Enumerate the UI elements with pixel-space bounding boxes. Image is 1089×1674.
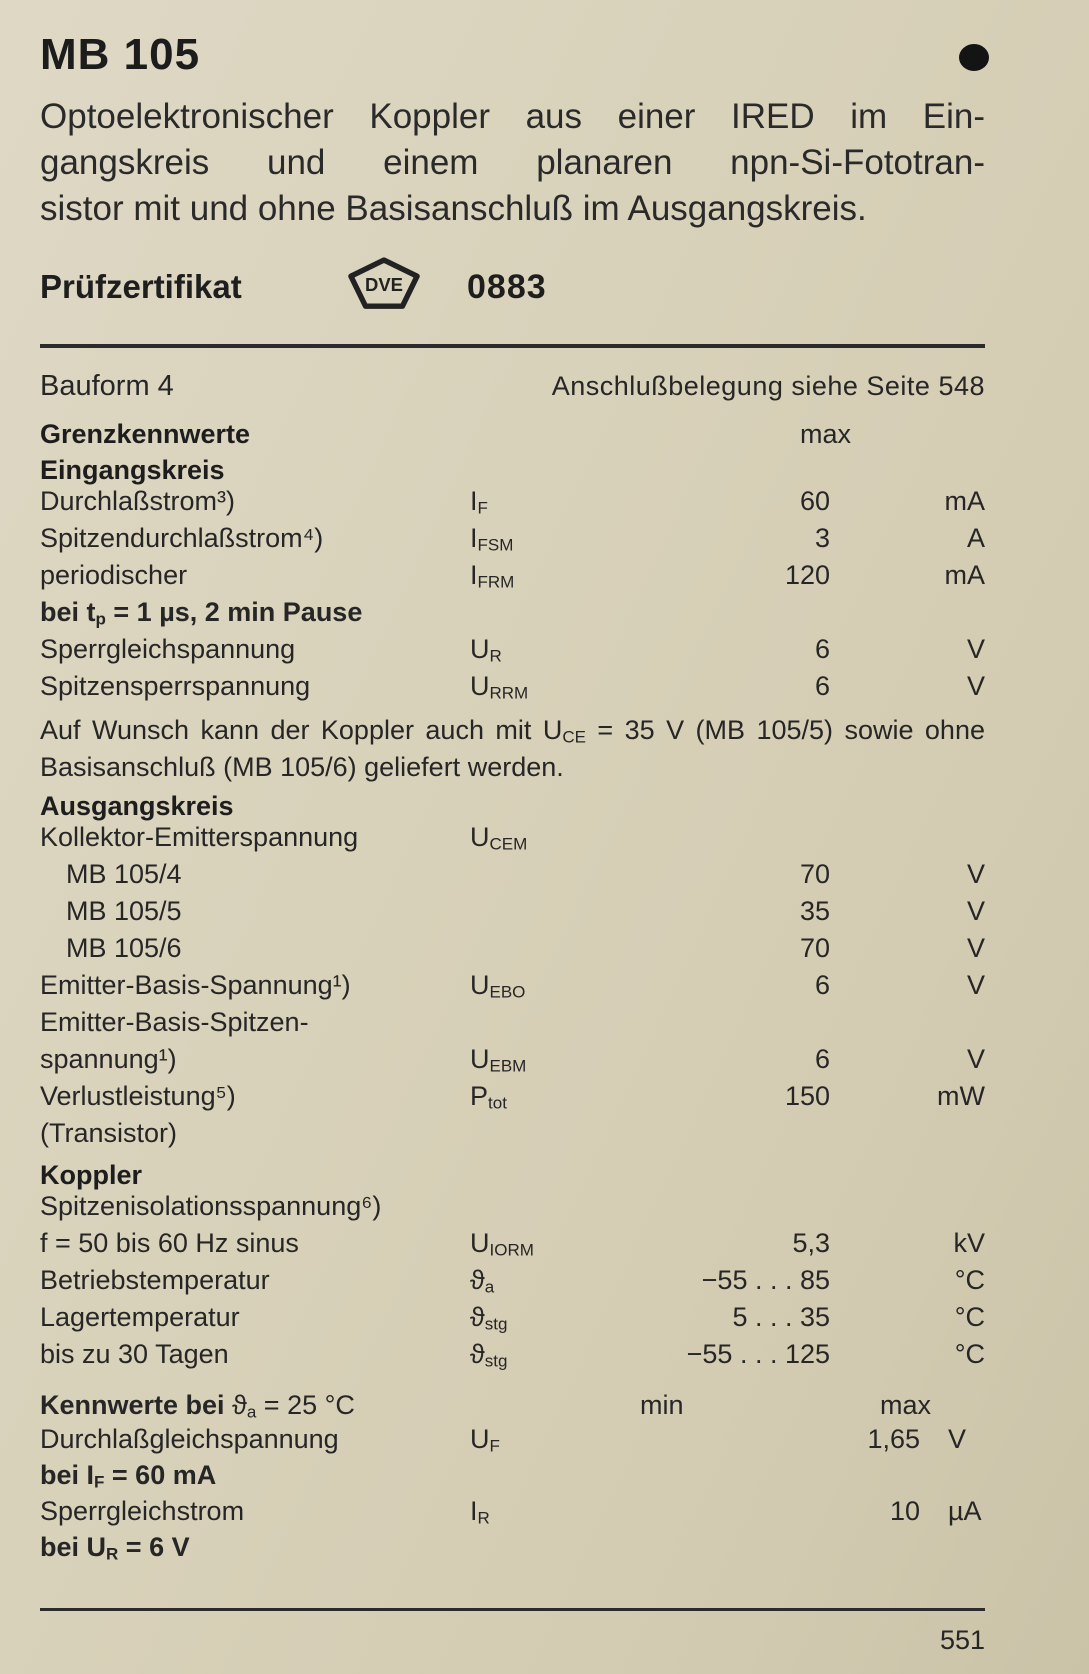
certificate-label: Prüfzertifikat (40, 268, 242, 305)
label-text: bei I (40, 1460, 95, 1490)
row-value: 35 (799, 896, 830, 926)
limits-title: Grenzkennwerte (40, 419, 251, 449)
symbol-subscript: stg (484, 1314, 508, 1334)
corner-dot (959, 44, 989, 71)
row-max-value: 10 (889, 1496, 920, 1526)
row-max-value: 1,65 (867, 1424, 920, 1454)
table-row (40, 1118, 985, 1155)
table-row (40, 1302, 985, 1339)
symbol-subscript: R (489, 646, 502, 666)
description-line: gangskreis und einem planaren npn-Si-Fototran- (40, 143, 985, 182)
row-label: f = 50 bis 60 Hz sinus (40, 1228, 299, 1258)
row-label: Betriebstemperatur (40, 1265, 270, 1295)
symbol (470, 1424, 640, 1455)
coupler-title: Koppler (40, 1159, 143, 1190)
label-text: = 60 mA (104, 1460, 217, 1490)
row-unit: V (966, 859, 985, 889)
symbol (470, 1302, 640, 1333)
row-label: MB 105/6 (66, 933, 182, 963)
table-row (40, 1044, 985, 1081)
input-circuit-title: Eingangskreis (40, 454, 225, 485)
symbol (470, 523, 640, 554)
note-text: = 35 V (MB 105/5) sowie ohne Basisanschluß (MB 105/6) geliefert werden. (40, 715, 985, 782)
symbol-base: U (470, 1228, 490, 1258)
row-value: 5,3 (792, 1228, 830, 1258)
symbol (470, 1339, 640, 1370)
row-label: Emitter-Basis-Spannung¹) (40, 970, 351, 1000)
table-row (40, 1081, 985, 1118)
symbol-base: I (470, 486, 478, 516)
symbol-base: ϑ (470, 1302, 485, 1332)
table-row (40, 1339, 985, 1376)
symbol-base: ϑ (470, 1265, 485, 1295)
row-unit: A (966, 523, 985, 553)
table-row (40, 597, 985, 634)
row-label: Sperrgleichspannung (40, 634, 296, 664)
row-label: Kollektor-Emitterspannung (40, 822, 359, 852)
symbol-subscript: EBM (489, 1056, 527, 1076)
row-value: −55 . . . 125 (686, 1339, 830, 1369)
symbol-base: U (470, 1424, 490, 1454)
bauform-label: Bauform 4 (40, 370, 174, 402)
table-row (40, 1424, 985, 1460)
row-label: bis zu 30 Tagen (40, 1339, 229, 1369)
symbol (470, 970, 640, 1001)
symbol-base: U (470, 634, 490, 664)
table-row (40, 933, 985, 970)
table-row (40, 1460, 985, 1496)
symbol-base: ϑ (470, 1339, 485, 1369)
row-unit: kV (953, 1228, 985, 1258)
row-label: Emitter-Basis-Spitzen- (40, 1007, 309, 1037)
row-label: Verlustleistung⁵) (40, 1081, 236, 1111)
row-value: −55 . . . 85 (701, 1265, 830, 1295)
label-text: bei t (40, 597, 96, 627)
characteristics-header (40, 1390, 985, 1424)
row-label: Durchlaßstrom³) (40, 486, 236, 516)
symbol (470, 671, 640, 702)
row-label: periodischer (40, 560, 188, 590)
row-unit: mA (944, 560, 985, 590)
characteristics-title (40, 1390, 640, 1421)
symbol (470, 1265, 640, 1296)
row-label: Durchlaßgleichspannung (40, 1424, 339, 1454)
table-row (40, 1191, 985, 1228)
row-unit: µA (948, 1496, 982, 1526)
row-unit: °C (954, 1339, 985, 1369)
pinout-reference: Anschlußbelegung siehe Seite 548 (551, 371, 985, 401)
vde-logo-icon (345, 257, 425, 317)
row-unit: V (966, 671, 985, 701)
row-value: 120 (784, 560, 830, 590)
option-note (40, 712, 985, 786)
row-unit: V (966, 634, 985, 664)
symbol-base: P (470, 1081, 489, 1111)
symbol (470, 560, 640, 591)
info-row (40, 370, 985, 403)
symbol-subscript: F (489, 1436, 500, 1456)
row-unit: V (966, 1044, 985, 1074)
row-label: Sperrgleichstrom (40, 1496, 245, 1526)
table-row (40, 970, 985, 1007)
bottom-rule (40, 1608, 985, 1611)
table-row (40, 822, 985, 859)
symbol (470, 634, 640, 665)
row-unit: V (948, 1424, 967, 1454)
symbol (470, 486, 640, 517)
column-header-min: min (640, 1390, 684, 1420)
table-row (40, 1532, 985, 1568)
row-label: MB 105/4 (66, 859, 182, 889)
label-text: bei U (40, 1532, 107, 1562)
label-text: = 6 V (118, 1532, 190, 1562)
row-label (40, 597, 470, 628)
certificate-row (40, 258, 985, 316)
output-circuit-title: Ausgangskreis (40, 790, 234, 821)
symbol-subscript: EBO (489, 982, 526, 1002)
symbol-subscript: IORM (489, 1240, 534, 1260)
description-line: Optoelektronischer Koppler aus einer IRED im Ein- (40, 97, 985, 136)
row-value: 150 (784, 1081, 830, 1111)
row-label: Spitzenisolationsspannung⁶) (40, 1191, 382, 1221)
note-text: Auf Wunsch kann der Koppler auch mit U (40, 715, 563, 745)
theta-subscript: a (246, 1402, 257, 1422)
symbol (470, 822, 640, 853)
row-value: 5 . . . 35 (732, 1302, 830, 1332)
label-text: = 1 µs, 2 min Pause (105, 597, 363, 627)
row-unit: °C (954, 1265, 985, 1295)
symbol (470, 1496, 640, 1527)
table-row (40, 523, 985, 560)
symbol-subscript: FSM (477, 535, 514, 555)
row-unit: °C (954, 1302, 985, 1332)
row-unit: mW (937, 1081, 985, 1111)
symbol-base: U (470, 822, 490, 852)
symbol-base: U (470, 970, 490, 1000)
title-bold: Kennwerte (40, 1390, 179, 1420)
table-row (40, 896, 985, 933)
symbol-subscript: R (477, 1508, 490, 1528)
row-value: 3 (814, 523, 830, 553)
label-subscript: R (106, 1544, 119, 1564)
symbol (470, 1228, 640, 1259)
row-label: (Transistor) (40, 1118, 178, 1148)
row-unit: V (966, 896, 985, 926)
row-value: 60 (799, 486, 830, 516)
table-row (40, 671, 985, 708)
limits-header (40, 419, 985, 450)
title-text: bei (178, 1390, 233, 1420)
row-label: Lagertemperatur (40, 1302, 240, 1332)
symbol-subscript: F (477, 498, 488, 518)
row-unit: V (966, 970, 985, 1000)
label-subscript: F (94, 1472, 105, 1492)
table-row (40, 1007, 985, 1044)
table-row (40, 1496, 985, 1532)
symbol (470, 1081, 640, 1112)
row-label (40, 1460, 470, 1491)
description-line: sistor mit und ohne Basisanschluß im Ausgangskreis. (40, 189, 867, 228)
certificate-number: 0883 (467, 267, 547, 306)
table-row (40, 560, 985, 597)
table-row (40, 1228, 985, 1265)
page-title: MB 105 (40, 30, 201, 79)
note-subscript: CE (562, 727, 586, 747)
table-row (40, 634, 985, 671)
column-header-max: max (880, 1390, 932, 1420)
row-value: 6 (814, 671, 830, 701)
row-label (40, 1532, 470, 1563)
row-value: 70 (799, 859, 830, 889)
symbol-base: I (470, 1496, 478, 1526)
symbol-subscript: stg (484, 1351, 508, 1371)
symbol-base: I (470, 560, 478, 590)
symbol-subscript: RRM (489, 683, 529, 703)
vde-logo-text: DVE (365, 273, 403, 295)
symbol-subscript: FRM (477, 572, 515, 592)
symbol-subscript: tot (488, 1093, 507, 1113)
top-rule (40, 344, 985, 348)
row-unit: mA (944, 486, 985, 516)
row-label: spannung¹) (40, 1044, 177, 1074)
symbol-subscript: a (484, 1277, 495, 1297)
table-row (40, 486, 985, 523)
title-text: = 25 °C (256, 1390, 355, 1420)
row-value: 6 (814, 1044, 830, 1074)
symbol-base: I (470, 523, 478, 553)
page-number: 551 (939, 1625, 985, 1655)
row-value: 6 (814, 634, 830, 664)
row-value: 6 (814, 970, 830, 1000)
theta-symbol: ϑ (232, 1390, 247, 1420)
row-label: MB 105/5 (66, 896, 182, 926)
row-value: 70 (799, 933, 830, 963)
description (40, 94, 985, 232)
row-label: Spitzensperrspannung (40, 671, 311, 701)
row-unit: V (966, 933, 985, 963)
symbol-base: U (470, 1044, 490, 1074)
symbol-base: U (470, 671, 490, 701)
table-row (40, 1265, 985, 1302)
label-subscript: p (95, 609, 106, 629)
column-header-max: max (800, 419, 852, 449)
symbol (470, 1044, 640, 1075)
symbol-subscript: CEM (489, 834, 528, 854)
table-row (40, 859, 985, 896)
row-label: Spitzendurchlaßstrom⁴) (40, 523, 324, 553)
